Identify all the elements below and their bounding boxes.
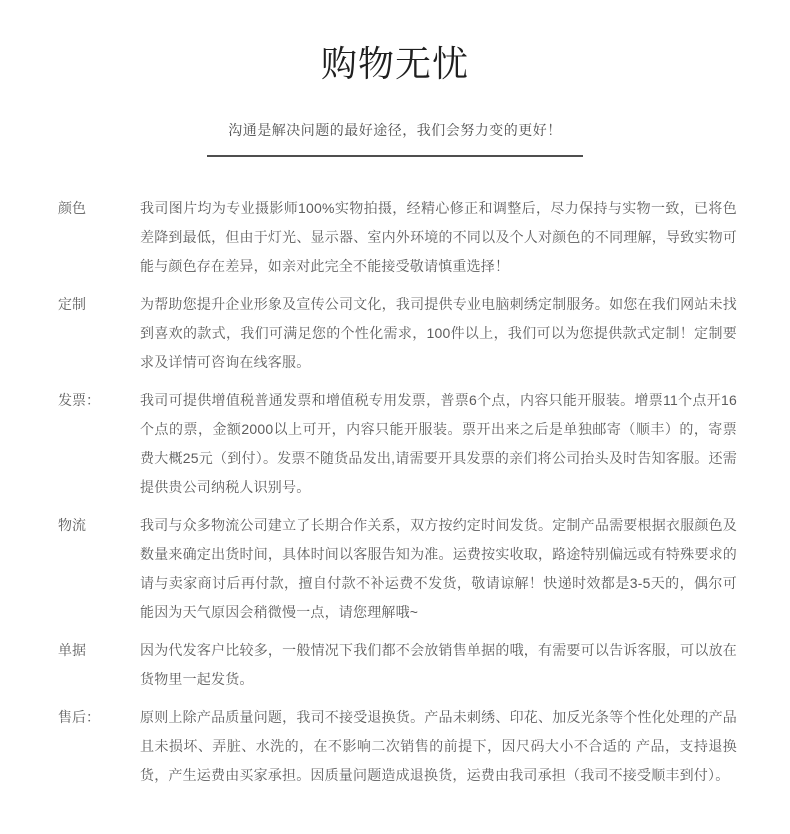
section-text: 因为代发客户比较多，一般情况下我们都不会放销售单据的哦，有需要可以告诉客服，可以放在货物里一起发货。 <box>140 642 737 687</box>
section-label: 发票： <box>58 392 100 408</box>
section-text: 我司图片均为专业摄影师100%实物拍摄，经精心修正和调整后，尽力保持与实物一致，已将色差降到最低，但由于灯光、显示器、室内外环境的不同以及个人对颜色的不同理解，导致实物可能与颜色存在差异，如亲对此完全不能接受敬请慎重选择！ <box>140 200 737 274</box>
section-invoice <box>58 386 737 502</box>
page-header <box>0 0 790 157</box>
section-label: 物流 <box>58 517 86 533</box>
section-aftersales <box>58 703 737 790</box>
section-text: 我司可提供增值税普通发票和增值税专用发票，普票6个点，内容只能开服装。增票11个点开16个点的票，金额2000以上可开，内容只能开服装。票开出来之后是单独邮寄（顺丰）的，寄票费大概25元（到付）。发票不随货品发出,请需要开具发票的亲们将公司抬头及时告知客服。还需提供贵公司纳税人识别号。 <box>140 392 737 495</box>
section-label: 售后： <box>58 709 100 725</box>
section-text: 为帮助您提升企业形象及宣传公司文化，我司提供专业电脑刺绣定制服务。如您在我们网站未找到喜欢的款式，我们可满足您的个性化需求，100件以上，我们可以为您提供款式定制！定制要求及详情可咨询在线客服。 <box>140 296 737 370</box>
section-customization <box>58 290 737 377</box>
section-label: 颜色 <box>58 200 86 216</box>
section-text: 原则上除产品质量问题，我司不接受退换货。产品未刺绣、印花、加反光条等个性化处理的产品且未损坏、弄脏、水洗的，在不影响二次销售的前提下，因尺码大小不合适的 产品，支持退换货，产生运费由买家承担。因质量问题造成退换货，运费由我司承担（我司不接受顺丰到付）。 <box>140 709 737 783</box>
page-title: 购物无忧 <box>320 44 469 84</box>
section-color <box>58 194 737 281</box>
section-receipt <box>58 636 737 694</box>
section-label: 单据 <box>58 642 86 658</box>
page-subtitle: 沟通是解决问题的最好途径，我们会努力变的更好！ <box>228 122 562 138</box>
section-text: 我司与众多物流公司建立了长期合作关系，双方按约定时间发货。定制产品需要根据衣服颜色及数量来确定出货时间，具体时间以客服告知为准。运费按实收取，路途特别偏远或有特殊要求的请与卖家商讨后再付款，擅自付款不补运费不发货，敬请谅解！快递时效都是3-5天的，偶尔可能因为天气原因会稍微慢一点，请您理解哦~ <box>140 517 737 620</box>
header-divider <box>207 155 583 157</box>
section-label: 定制 <box>58 296 86 312</box>
section-logistics <box>58 511 737 627</box>
info-sections <box>0 194 790 790</box>
